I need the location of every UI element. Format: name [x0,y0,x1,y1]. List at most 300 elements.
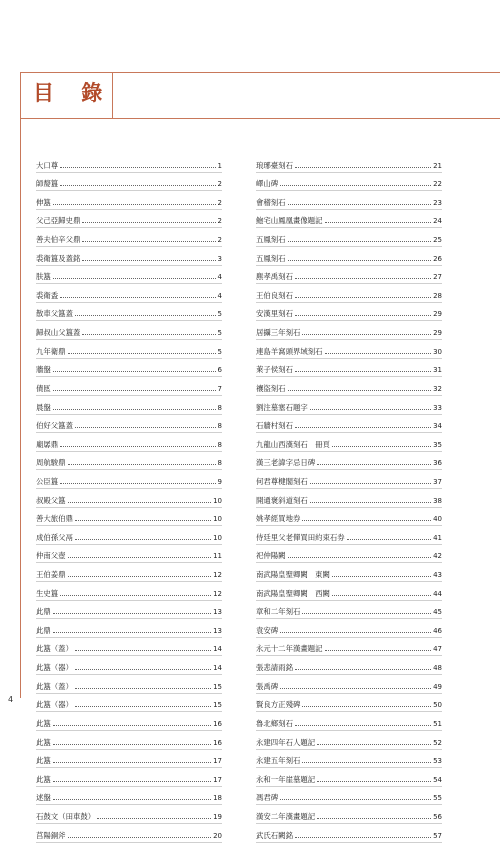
toc-entry [256,824,442,843]
toc-entry-title: 禳盜刻石 [256,383,286,393]
leader-dots [280,688,431,689]
toc-entry-page: 34 [433,422,442,431]
toc-entry [36,619,222,638]
toc-entry-title: 何君尊楗閣刻石 [256,476,308,486]
toc-entry-page: 54 [433,775,442,784]
toc-entry [36,266,222,285]
leader-dots [288,241,432,242]
toc-entry-page: 15 [213,682,222,691]
toc-entry-title: 會稽刻石 [256,197,286,207]
toc-entry-page: 25 [433,236,442,245]
leader-dots [325,353,432,354]
toc-entry-page: 43 [433,571,442,580]
toc-column-right [256,154,442,843]
toc-entry-page: 18 [213,794,222,803]
toc-entry-page: 14 [213,645,222,654]
toc-entry [256,228,442,247]
toc-entry [256,601,442,620]
toc-entry-page: 16 [213,738,222,747]
toc-entry-title: 居攝三年刻石 [256,328,301,338]
toc-entry-title: 此簋 [36,756,51,766]
toc-entry-title: 此鼎 [36,625,51,635]
toc-entry-page: 49 [433,682,442,691]
toc-entry [36,210,222,229]
leader-dots [53,799,211,800]
toc-entry-page: 29 [433,329,442,338]
page-number: 4 [8,695,14,704]
toc-entry-page: 5 [217,329,222,338]
toc-entry [256,191,442,210]
toc-entry-page: 4 [217,291,222,300]
leader-dots [68,353,216,354]
toc-entry [36,824,222,843]
toc-entry-page: 55 [433,794,442,803]
toc-entry-page: 6 [217,366,222,375]
toc-entry [256,470,442,489]
toc-entry [36,768,222,787]
toc-entry [36,154,222,173]
toc-entry [36,433,222,452]
toc-entry [256,638,442,657]
toc-entry-title: 善大旅伯鼎 [36,514,73,524]
toc-entry-page: 31 [433,366,442,375]
toc-entry-title: 侍廷里父老僤買田約束石券 [256,532,345,542]
toc-entry-title: 此簋 [36,718,51,728]
toc-entry [36,247,222,266]
toc-entry-title: 裘衛簋及蓋銘 [36,253,81,263]
toc-entry-page: 10 [213,496,222,505]
toc-entry-page: 17 [213,775,222,784]
toc-entry-page: 2 [217,198,222,207]
leader-dots [332,446,431,447]
toc-entry-title: 此簋（蓋） [36,681,73,691]
toc-entry-page: 2 [217,236,222,245]
toc-entry-page: 12 [213,571,222,580]
toc-entry-page: 15 [213,701,222,710]
toc-entry [256,154,442,173]
toc-entry [36,638,222,657]
leader-dots [75,539,211,540]
toc-entry-page: 10 [213,533,222,542]
toc-entry-page: 13 [213,608,222,617]
toc-entry [256,173,442,192]
leader-dots [347,539,431,540]
leader-dots [317,781,431,782]
toc-entry-title: 祀仲陽闕 [256,551,286,561]
toc-entry-title: 牆盤 [36,365,51,375]
toc-entry [36,489,222,508]
toc-entry [256,508,442,527]
toc-entry-title: 劉注墓塞石題字 [256,402,308,412]
leader-dots [75,669,211,670]
leader-dots [53,204,216,205]
toc-entry-title: 永建四年石人題記 [256,737,316,747]
leader-dots [82,334,215,335]
toc-entry-title: 伸簋 [36,197,51,207]
leader-dots [310,502,431,503]
toc-entry [256,489,442,508]
toc-entry-title: 此簋 [36,737,51,747]
toc-entry [36,601,222,620]
toc-entry-title: 莒陽銅斧 [36,830,66,840]
leader-dots [302,762,431,763]
toc-entry-page: 52 [433,738,442,747]
toc-entry [36,787,222,806]
toc-entry-page: 3 [217,254,222,263]
toc-entry-title: 善夫伯辛父鼎 [36,235,81,245]
leader-dots [60,483,215,484]
toc-entry-title: 張悲請雨銘 [256,663,293,673]
leader-dots [53,744,211,745]
toc-entry [256,731,442,750]
toc-entry-page: 2 [217,180,222,189]
toc-entry-page: 8 [217,422,222,431]
toc-entry [256,545,442,564]
toc-entry-page: 16 [213,719,222,728]
leader-dots [68,557,212,558]
toc-entry-page: 1 [217,161,222,170]
toc-entry-title: 石鼓文（田車鼓） [36,811,96,821]
toc-entry-page: 14 [213,664,222,673]
toc-entry-title: 九龍山西漢刻石 冊頁 [256,439,330,449]
leader-dots [302,613,431,614]
toc-entry [256,321,442,340]
toc-entry-title: 賢良方正殘碑 [256,700,301,710]
toc-entry-title: 此簋（蓋） [36,644,73,654]
leader-dots [302,706,431,707]
leader-dots [53,390,216,391]
toc-entry [36,396,222,415]
toc-entry-page: 57 [433,831,442,840]
toc-entry [36,582,222,601]
toc-entry-page: 21 [433,161,442,170]
toc-entry [256,266,442,285]
toc-entry-page: 20 [213,831,222,840]
toc-entry [36,675,222,694]
toc-entry-page: 38 [433,496,442,505]
leader-dots [295,371,431,372]
toc-entry-page: 36 [433,459,442,468]
toc-entry-title: 成伯孫父鬲 [36,532,73,542]
toc-entry-page: 44 [433,589,442,598]
leader-dots [295,837,431,838]
toc-entry-page: 7 [217,384,222,393]
toc-entry [36,377,222,396]
leader-dots [295,167,431,168]
toc-entry [256,768,442,787]
toc-entry-title: 五鳳刻石 [256,253,286,263]
toc-entry-title: 此簋（器） [36,700,73,710]
toc-entry [36,321,222,340]
toc-entry-title: 債匜 [36,383,51,393]
toc-entry-title: 公臣簋 [36,476,59,486]
toc-entry-page: 47 [433,645,442,654]
leader-dots [68,837,212,838]
toc-entry-page: 12 [213,589,222,598]
leader-dots [53,725,211,726]
leader-dots [280,185,431,186]
leader-dots [288,557,432,558]
leader-dots [53,632,211,633]
toc-entry-title: 章和二年刻石 [256,607,301,617]
leader-dots [75,520,211,521]
toc-entry-page: 33 [433,403,442,412]
toc-entry [256,415,442,434]
toc-entry [256,303,442,322]
toc-entry-page: 29 [433,310,442,319]
toc-entry-page: 50 [433,701,442,710]
toc-entry [256,694,442,713]
toc-entry-title: 琅琊臺刻石 [256,160,293,170]
toc-entry-page: 11 [213,552,222,561]
leader-dots [82,241,215,242]
toc-entry-title: 肤簋 [36,272,51,282]
toc-entry-title: 散車父簋蓋 [36,309,73,319]
leader-dots [310,483,431,484]
toc-entry [36,508,222,527]
leader-dots [288,390,432,391]
toc-entry-title: 大口尊 [36,160,59,170]
leader-dots [317,744,431,745]
toc-entry-title: 石牆村刻石 [256,421,293,431]
leader-dots [280,799,431,800]
leader-dots [53,371,216,372]
toc-entry-title: 麃孝禹刻石 [256,272,293,282]
toc-entry-page: 28 [433,291,442,300]
leader-dots [295,427,431,428]
toc-entry [36,805,222,824]
leader-dots [295,669,431,670]
leader-dots [75,650,211,651]
toc-entry-title: 晨盤 [36,402,51,412]
toc-entry [256,656,442,675]
toc-entry-page: 19 [213,812,222,821]
toc-entry [256,750,442,769]
toc-entry-page: 17 [213,757,222,766]
leader-dots [280,632,431,633]
toc-entry [36,359,222,378]
toc-entry-page: 13 [213,626,222,635]
toc-entry [256,247,442,266]
toc-entry-page: 9 [217,477,222,486]
toc-entry [36,656,222,675]
leader-dots [295,725,431,726]
toc-entry-page: 8 [217,459,222,468]
leader-dots [332,595,431,596]
leader-dots [75,315,216,316]
toc-entry [256,675,442,694]
toc-entry-title: 袁安碑 [256,625,279,635]
toc-entry [36,470,222,489]
toc-entry-page: 8 [217,403,222,412]
toc-entry-title: 姚孝經買地券 [256,514,301,524]
toc-entry-page: 10 [213,515,222,524]
toc-entry [256,359,442,378]
leader-dots [332,576,431,577]
toc-entry-page: 30 [433,347,442,356]
toc-entry [36,173,222,192]
toc-entry-title: 九年衛鼎 [36,346,66,356]
leader-dots [53,762,211,763]
toc-entry [36,340,222,359]
toc-entry-title: 馮君碑 [256,793,279,803]
frame-left-line [20,72,21,119]
leader-dots [325,650,432,651]
leader-dots [295,315,431,316]
toc-entry-title: 父己亞歸史鼎 [36,216,81,226]
toc-entry-title: 連島羊窩頭界域刻石 [256,346,323,356]
toc-entry-page: 40 [433,515,442,524]
leader-dots [317,818,431,819]
toc-entry [256,340,442,359]
toc-entry-title: 周航駿鼎 [36,458,66,468]
toc-entry-page: 2 [217,217,222,226]
toc-entry [36,452,222,471]
toc-entry-title: 武氏石闕銘 [256,830,293,840]
leader-dots [53,409,216,410]
leader-dots [75,427,216,428]
leader-dots [75,688,211,689]
toc-entry [36,712,222,731]
leader-dots [317,464,431,465]
toc-entry-page: 53 [433,757,442,766]
toc-entry-page: 4 [217,273,222,282]
toc-entry-page: 23 [433,198,442,207]
toc-entry-page: 42 [433,552,442,561]
toc-entry-page: 41 [433,533,442,542]
toc-entry [36,191,222,210]
frame-top-line [20,72,500,73]
toc-entry-title: 漢三老諱字忌日碑 [256,458,316,468]
toc-entry-title: 嶧山碑 [256,179,279,189]
leader-dots [288,260,432,261]
toc-entry [256,284,442,303]
leader-dots [53,781,211,782]
toc-entry-title: 張禹碑 [256,681,279,691]
toc-entry [256,712,442,731]
leader-dots [53,278,216,279]
leader-dots [60,167,215,168]
leader-dots [82,260,215,261]
toc-entry-title: 師嫠簋 [36,179,59,189]
toc-entry [36,694,222,713]
toc-entry-title: 安漢里刻石 [256,309,293,319]
toc-entry-title: 永建五年刻石 [256,756,301,766]
toc-column-left [36,154,222,843]
toc-entry [36,284,222,303]
toc-entry [36,303,222,322]
toc-entry [256,787,442,806]
toc-entry-title: 王伯姜鼎 [36,570,66,580]
toc-entry-title: 叔殿父簋 [36,495,66,505]
toc-entry [256,582,442,601]
toc-entry-page: 35 [433,440,442,449]
toc-entry-page: 24 [433,217,442,226]
toc-entry-title: 伯好父簋蓋 [36,421,73,431]
toc-entry-title: 南武陽皇聖卿闕 東闕 [256,570,330,580]
leader-dots [97,818,211,819]
leader-dots [302,520,431,521]
toc-entry [256,619,442,638]
toc-entry-page: 22 [433,180,442,189]
leader-dots [60,297,215,298]
leader-dots [68,502,212,503]
toc-entry-title: 開通褒斜道刻石 [256,495,308,505]
toc-entry [256,805,442,824]
leader-dots [53,613,211,614]
toc-entry [256,563,442,582]
toc-entry [36,750,222,769]
toc-entry [256,526,442,545]
leader-dots [60,185,215,186]
toc-entry-title: 此鼎 [36,607,51,617]
toc-entry-page: 51 [433,719,442,728]
leader-dots [60,595,211,596]
leader-dots [295,297,431,298]
toc-entry-page: 26 [433,254,442,263]
toc-entry-title: 永和一年崖墓題記 [256,774,316,784]
toc-entry-page: 46 [433,626,442,635]
leader-dots [68,576,212,577]
toc-entry [256,433,442,452]
toc-entry-title: 生史簋 [36,588,59,598]
leader-dots [295,278,431,279]
toc-entry-page: 48 [433,664,442,673]
frame-margin-line [20,118,21,698]
leader-dots [325,222,432,223]
leader-dots [75,706,211,707]
toc-entry-page: 5 [217,310,222,319]
leader-dots [60,446,215,447]
toc-entry-title: 此簋 [36,774,51,784]
toc-entry-title: 永元十二年漢畫題記 [256,644,323,654]
leader-dots [310,409,431,410]
toc-entry-title: 魯北鄉刻石 [256,718,293,728]
toc-entry [36,526,222,545]
toc-entry-page: 56 [433,812,442,821]
toc-entry-page: 27 [433,273,442,282]
toc-entry-page: 32 [433,384,442,393]
leader-dots [68,464,216,465]
toc-entry [36,228,222,247]
toc-entry-title: 此簋（器） [36,663,73,673]
toc-entry-title: 萊子侯刻石 [256,365,293,375]
toc-entry-title: 仲南父壺 [36,551,66,561]
toc-entry [256,396,442,415]
toc-entry-title: 王伯良刻石 [256,290,293,300]
toc-entry-title: 逑盤 [36,793,51,803]
toc-entry-title: 五鳳刻石 [256,235,286,245]
page-title: 目 錄 [33,80,113,105]
toc-entry [36,545,222,564]
toc-entry-title: 廟孱鼎 [36,439,59,449]
toc-entry [256,377,442,396]
toc-entry-page: 37 [433,477,442,486]
toc-entry-title: 鮑宅山鳳凰畫像題記 [256,216,323,226]
leader-dots [302,334,431,335]
toc-entry [36,563,222,582]
leader-dots [288,204,432,205]
toc-entry [36,731,222,750]
toc-entry-title: 漢安二年漢畫題記 [256,811,316,821]
toc-entry-title: 南武陽皇聖卿闕 西闕 [256,588,330,598]
toc-entry [256,452,442,471]
toc-entry-title: 裘衛盉 [36,290,59,300]
toc-entry-page: 8 [217,440,222,449]
toc-entry-title: 歸叔山父簋蓋 [36,328,81,338]
leader-dots [82,222,215,223]
toc-entry-page: 45 [433,608,442,617]
